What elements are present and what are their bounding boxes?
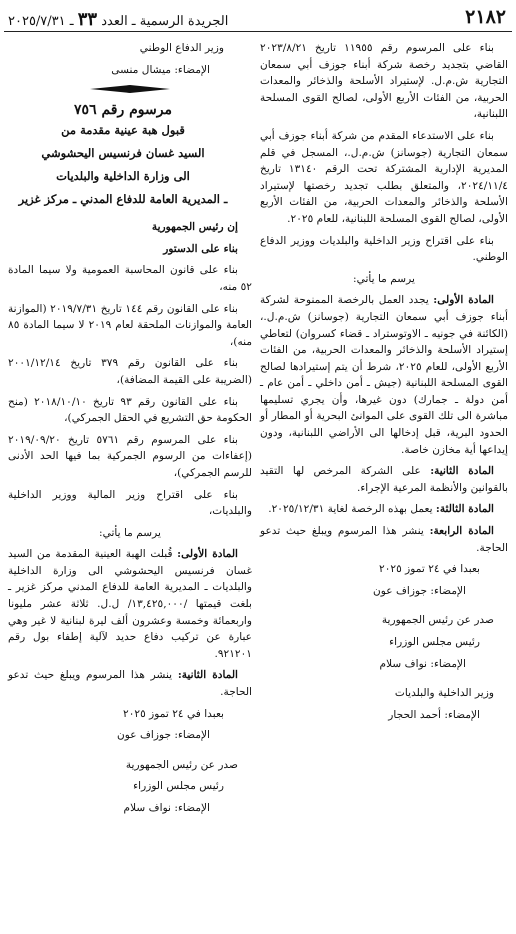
article-1 (260, 292, 508, 458)
article-3 (260, 501, 508, 518)
left-column (8, 40, 252, 822)
issue-date: ـ ٢٠٢٥/٧/٣١ (8, 14, 74, 29)
section-divider (8, 83, 252, 97)
right-column (260, 40, 508, 728)
page-header (4, 6, 512, 32)
article-label: المادة الثالثة: (435, 503, 494, 516)
signature-president: الإمضاء: جوزاف عون (117, 729, 210, 742)
decrees-heading: يرسم ما يأتي: (353, 272, 415, 285)
signature-interior-title: وزير الداخلية والبلديات (394, 687, 494, 700)
signature-issued-by: صدر عن رئيس الجمهورية (381, 614, 494, 627)
decree-title-line: السيد غسان فرنسيس اليحشوشي (41, 146, 205, 161)
article-text: قُبلت الهبة العينية المقدمة من السيد غسان فرنسيس اليحشوشي الى وزارة الداخلية والبلديات ـ المديرية العامة للدفاع المدني مركز غزير ـ بلغت قيمتها /١٣,٤٢٥,٠٠٠/ ل.ل. ثلاثة عشر مليونا واربعمائة وخمسة وعشرون ألف ليرة لبنانية لا غير وهي عبارة عن تركيب دفاع حديد لآلية إطفاء بول رقم ٩٢١٢٠١. (8, 548, 253, 660)
signature-pm-title: رئيس مجلس الوزراء (389, 636, 480, 648)
article-label: المادة الرابعة: (429, 525, 495, 538)
article-label: المادة الثانية: (177, 669, 239, 682)
article-label: المادة الثانية: (430, 465, 494, 478)
signature-president: الإمضاء: جوزاف عون (373, 584, 466, 597)
article-2 (8, 667, 252, 700)
paragraph: بناء على القانون رقم ٣٧٩ تاريخ ٢٠٠١/١٢/١٤ (الضريبة على القيمة المضافة)، (8, 357, 252, 386)
decree-number: مرسوم رقم ٧٥٦ (74, 102, 172, 119)
signature-pm-title: رئيس مجلس الوزراء (133, 780, 224, 793)
paragraph: بناء على القانون رقم ٩٣ تاريخ ٢٠١٨/١٠/١٠ (منح الحكومة حق التشريع في الحقل الجمركي)، (8, 395, 252, 425)
decree-title-line: الى وزارة الداخلية والبلديات (56, 169, 190, 184)
signature-place-date: بعبدا في ٢٤ تموز ٢٠٢٥ (123, 707, 224, 720)
article-text: ينشر هذا المرسوم ويبلغ حيث تدعو الحاجة. (8, 669, 252, 699)
decree-title-line: قبول هبة عينية مقدمة من (61, 123, 185, 138)
paragraph: بناء على قانون المحاسبة العمومية ولا سيما المادة ٥٢ منه، (8, 264, 252, 293)
gazette-name: الجريدة الرسمية ـ العدد (101, 14, 229, 29)
article-label: المادة الأولى: (177, 548, 238, 561)
divider-ornament (90, 83, 170, 95)
page-number: ٢١٨٢ (465, 6, 506, 28)
preamble-constitution: بناء على الدستور (163, 242, 238, 255)
signature-place-date: بعبدا في ٢٤ تموز ٢٠٢٥ (379, 563, 480, 576)
paragraph: بناء على اقتراح وزير المالية ووزير الداخلية والبلديات، (8, 488, 252, 518)
article-text: على الشركة المرخص لها التقيد بالقوانين والأنظمة المرعية الإجراء. (260, 465, 508, 494)
decree-title-line: ـ المديرية العامة للدفاع المدني ـ مركز غزير (18, 192, 228, 207)
signature-pm: الإمضاء: نواف سلام (379, 657, 466, 670)
paragraph: بناء على اقتراح وزير الداخلية والبلديات ووزير الدفاع الوطني. (260, 234, 508, 264)
paragraph: بناء على المرسوم رقم ٥٧٦١ تاريخ ٢٠١٩/٠٩/٢٠ (إعفاءات من الرسوم الجمركية بما فيها الحد الأدنى للرسم الجمركي)، (8, 433, 252, 479)
signature-issued-by: صدر عن رئيس الجمهورية (125, 758, 238, 771)
article-1 (8, 546, 252, 662)
article-text: يعمل بهذه الرخصة لغاية ٢٠٢٥/١٢/٣١. (268, 503, 433, 516)
article-label: المادة الأولى: (433, 294, 494, 307)
signature-pm: الإمضاء: نواف سلام (123, 802, 210, 814)
signature-interior: الإمضاء: أحمد الحجار (388, 708, 480, 721)
gazette-title (8, 9, 228, 30)
issue-number: ٣٣ (77, 9, 98, 30)
article-4 (260, 523, 508, 556)
article-2 (260, 463, 508, 496)
paragraph: بناء على القانون رقم ١٤٤ تاريخ ٢٠١٩/٧/٣١ (الموازنة العامة والموازنات الملحقة لعام ٢٠١٩ لا سيما المادة ٨٥ منه)، (8, 302, 252, 348)
preamble-president: إن رئيس الجمهورية (151, 221, 238, 234)
header-rule (4, 31, 512, 32)
paragraph: بناء على المرسوم رقم ١١٩٥٥ تاريخ ٢٠٢٣/٨/٢١ القاضي بتجديد رخصة شركة أبناء جوزف أبي سمعان التجارية ش.م.ل. لإستيراد الأسلحة والذخائر والمعدات الحربية، من الفئات الأربع الأولى، لصالح القوى المسلحة اللبنانية، (260, 42, 508, 121)
defense-minister-signature: الإمضاء: ميشال منسى (111, 63, 210, 76)
article-text: يجدد العمل بالرخصة الممنوحة لشركة أبناء جوزف أبي سمعان التجارية (جوسانز) ش.م.ل.، (الكائنة في جونيه ـ الاوتوستراد ـ قضاء كسروان) لتعاطي إستيراد الأسلحة والذخائر والمعدات الحربية، من الفئات الأربع الأولى، للعام ٢٠٢٥، شرط أن يتم إستيرادها لصالح القوى المسلحة اللبنانية (جيش ـ أمن داخلي ـ أمن عام ـ أمن دولة ـ جمارك) دون غيرها، وأن يجري تسليمها مباشرة الى تلك القوى على الموانئ البحرية أو المطار أو الحدود البرية، قبل إدخالها الى الأراضي اللبنانية، ودون إيداعها أية مخازن خاصة. (260, 294, 509, 456)
defense-minister-title: وزير الدفاع الوطني (139, 42, 224, 54)
paragraph: بناء على الاستدعاء المقدم من شركة أبناء جوزف أبي سمعان التجارية (جوسانز) ش.م.ل.، المسجل في قلم المديرية الإدارية المشتركة تحت الرقم ١٣١٤٠ تاريخ ٢٠٢٤/١١/٤، والمتعلق بطلب تجديد رخصتها لإستيراد الأسلحة والذخائر والمعدات الحربية، من الفئات الأربع الأولى، لصالح القوى المسلحة اللبنانية، للعام ٢٠٢٥. (260, 129, 508, 225)
article-text: ينشر هذا المرسوم ويبلغ حيث تدعو الحاجة. (260, 525, 508, 554)
decrees-heading: يرسم ما يأتي: (99, 526, 161, 539)
